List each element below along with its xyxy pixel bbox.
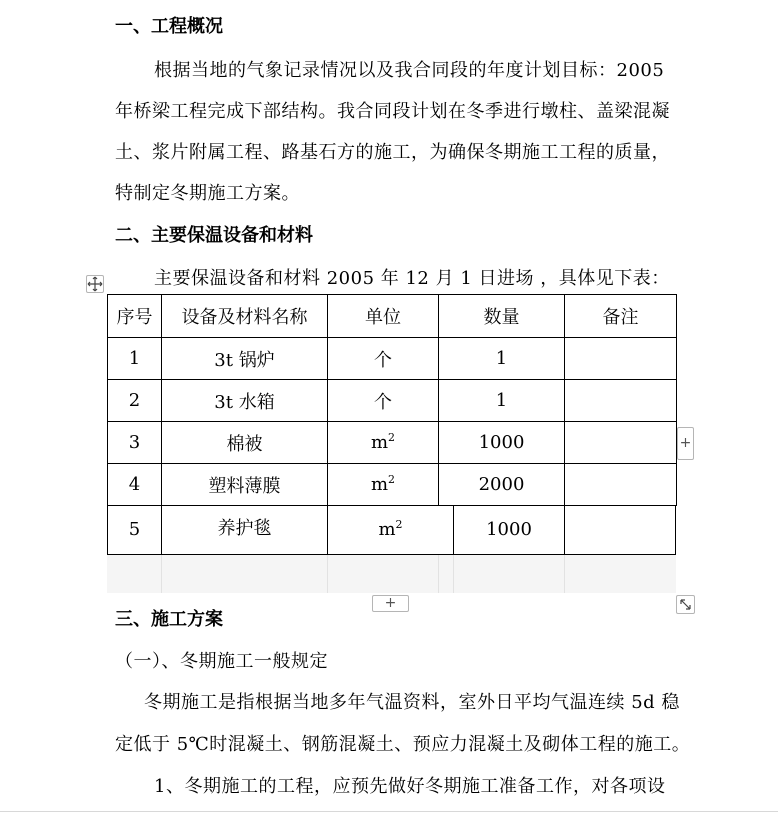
header-cell-qty[interactable]: 数量 [439, 295, 565, 338]
diagonal-resize-icon [677, 596, 694, 613]
cell-unit[interactable]: $m^2$ [328, 422, 439, 464]
cell-no[interactable]: 4 [108, 464, 162, 506]
cell-name[interactable]: 3t 水箱 [162, 380, 328, 422]
heading-construction-plan: 三、施工方案 [115, 609, 223, 630]
cell-unit[interactable]: $m^2$ [378, 518, 403, 540]
table-header-row [108, 295, 677, 338]
cell-unit[interactable]: $m^2$ [328, 464, 439, 506]
header-cell-no[interactable]: 序号 [108, 295, 162, 338]
cell-note[interactable] [565, 380, 677, 422]
header-cell-unit[interactable]: 单位 [328, 295, 439, 338]
plus-icon: + [679, 435, 692, 451]
paragraph-line: 特制定冬期施工方案。 [115, 183, 300, 204]
cell-name[interactable]: 养护毯 [217, 518, 272, 539]
header-cell-name[interactable]: 设备及材料名称 [162, 295, 328, 338]
equipment-table [107, 294, 677, 506]
table-resize-handle[interactable] [676, 595, 695, 614]
subheading-winter-rules: （一）、冬期施工一般规定 [115, 651, 328, 672]
paragraph-line: 根据当地的气象记录情况以及我合同段的年度计划目标：2005 [154, 60, 665, 81]
add-row-button[interactable] [372, 595, 409, 612]
cell-no[interactable]: 2 [108, 380, 162, 422]
table-row [108, 338, 677, 380]
paragraph-line: 1、冬期施工的工程，应预先做好冬期施工准备工作，对各项设 [154, 776, 666, 797]
move-arrows-icon [87, 276, 103, 292]
cell-unit[interactable]: 个 [328, 380, 439, 422]
cell-qty[interactable]: 1 [439, 380, 565, 422]
table-move-handle[interactable] [86, 275, 104, 293]
heading-equipment-materials: 二、主要保温设备和材料 [115, 225, 313, 246]
cell-unit[interactable]: 个 [328, 338, 439, 380]
cell-note[interactable] [565, 422, 677, 464]
plus-icon: + [384, 595, 397, 611]
cell-qty[interactable]: 2000 [439, 464, 565, 506]
cell-no[interactable]: 1 [108, 338, 162, 380]
paragraph-line: 土、浆片附属工程、路基石方的施工，为确保冬期施工工程的质量， [115, 142, 670, 163]
paragraph-line: 年桥梁工程完成下部结构。我合同段计划在冬季进行墩柱、盖梁混凝 [115, 101, 670, 122]
table-row [107, 505, 676, 555]
cell-qty[interactable]: 1000 [439, 422, 565, 464]
cell-qty[interactable]: 1000 [486, 519, 532, 540]
cell-no[interactable]: 3 [108, 422, 162, 464]
cell-name[interactable]: 3t 锅炉 [162, 338, 328, 380]
table-row [108, 464, 677, 506]
heading-project-overview: 一、工程概况 [115, 16, 223, 37]
cell-qty[interactable]: 1 [439, 338, 565, 380]
page-bottom-divider [0, 811, 778, 812]
cell-note[interactable] [565, 464, 677, 506]
add-column-button[interactable] [677, 427, 694, 460]
cell-note[interactable] [565, 338, 677, 380]
paragraph-line: 定低于 5℃时混凝土、钢筋混凝土、预应力混凝土及砌体工程的施工。 [115, 734, 691, 755]
table-row [108, 422, 677, 464]
table-intro-text: 主要保温设备和材料 2005 年 12 月 1 日进场 ，具体见下表： [154, 268, 670, 289]
header-cell-note[interactable]: 备注 [565, 295, 677, 338]
table-row [108, 380, 677, 422]
cell-name[interactable]: 塑料薄膜 [162, 464, 328, 506]
cell-no[interactable]: 5 [128, 519, 141, 540]
cell-name[interactable]: 棉被 [162, 422, 328, 464]
table-ghost-row [107, 555, 676, 593]
paragraph-line: 冬期施工是指根据当地多年气温资料，室外日平均气温连续 5d 稳 [144, 692, 680, 713]
